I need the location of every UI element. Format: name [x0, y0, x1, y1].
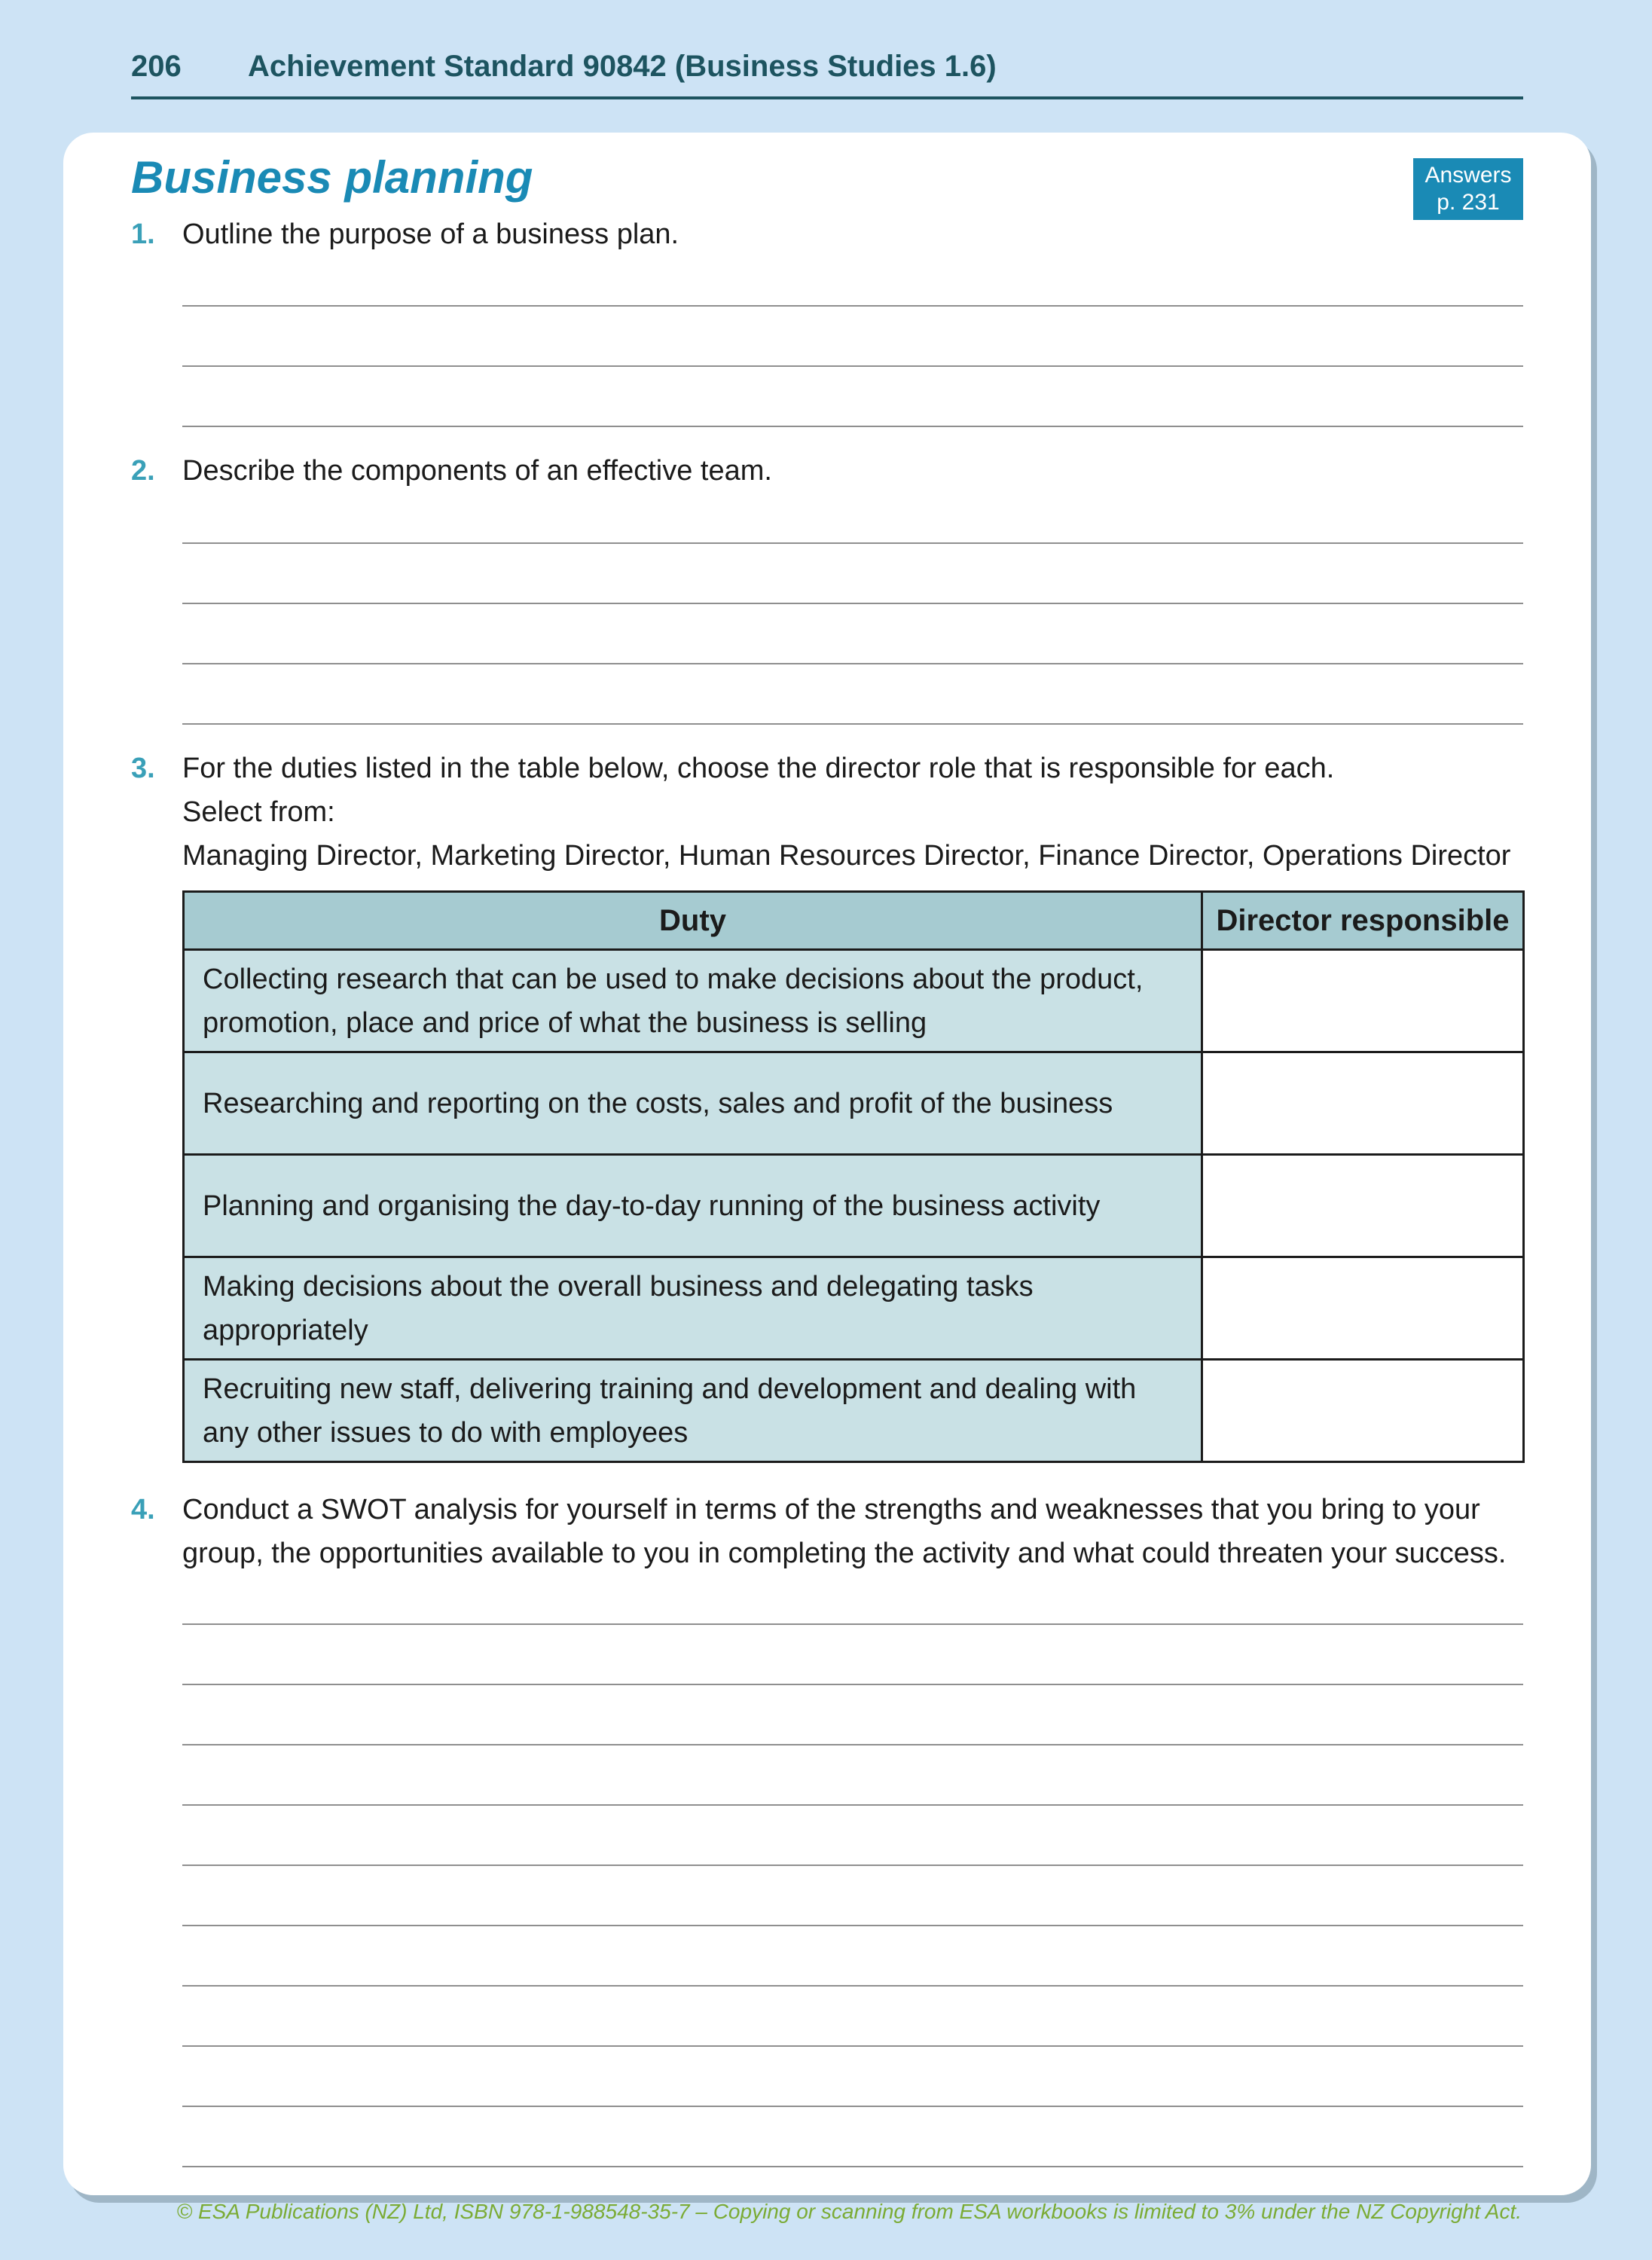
table-row [184, 1257, 1524, 1360]
answers-badge [1413, 158, 1523, 220]
director-answer-cell[interactable] [1202, 1257, 1524, 1360]
copyright-footer: © ESA Publications (NZ) Ltd, ISBN 978-1-988548-35-7 – Copying or scanning from ESA workbooks is limited to 3% under the NZ Copyright Act. [176, 2200, 1522, 2223]
answer-line[interactable] [182, 426, 1523, 427]
table-row [184, 1155, 1524, 1257]
answer-line[interactable] [182, 542, 1523, 544]
director-answer-cell[interactable] [1202, 1155, 1524, 1257]
answer-line[interactable] [182, 1925, 1523, 1926]
table-row [184, 1052, 1524, 1155]
answer-line[interactable] [182, 2166, 1523, 2167]
question-text: For the duties listed in the table below, choose the director role that is responsible for each. [182, 753, 1335, 784]
answers-label: Answers [1425, 163, 1512, 188]
director-column-header: Director responsible [1202, 892, 1524, 950]
table-row [184, 950, 1524, 1052]
question-number: 3. [131, 753, 155, 784]
question-text: Conduct a SWOT analysis for yourself in terms of the strengths and weaknesses that you bring to your group, the opportunities available to you in completing the activity and what could threaten your success. [182, 1494, 1507, 1569]
director-answer-cell[interactable] [1202, 950, 1524, 1052]
question-2 [131, 449, 1525, 493]
duties-table [182, 890, 1525, 1463]
question-4 [131, 1488, 1525, 1575]
answer-line[interactable] [182, 1684, 1523, 1685]
answer-line[interactable] [182, 1804, 1523, 1806]
running-head [131, 36, 1523, 99]
answer-line[interactable] [182, 723, 1523, 725]
answer-line[interactable] [182, 2106, 1523, 2107]
answer-line[interactable] [182, 1744, 1523, 1745]
page-number: 206 [131, 49, 182, 83]
standard-title: Achievement Standard 90842 (Business Studies 1.6) [248, 49, 997, 83]
question-number: 4. [131, 1494, 155, 1526]
answer-line[interactable] [182, 305, 1523, 307]
director-answer-cell[interactable] [1202, 1052, 1524, 1155]
duty-cell: Recruiting new staff, delivering training and development and dealing with any other issues to do with employees [184, 1360, 1202, 1462]
answer-line[interactable] [182, 365, 1523, 367]
answer-line[interactable] [182, 603, 1523, 604]
question-text: Describe the components of an effective team. [182, 455, 772, 487]
director-answer-cell[interactable] [1202, 1360, 1524, 1462]
answer-line[interactable] [182, 1623, 1523, 1625]
duty-cell: Collecting research that can be used to make decisions about the product, promotion, place and price of what the business is selling [184, 950, 1202, 1052]
question-number: 1. [131, 218, 155, 250]
answer-line[interactable] [182, 1985, 1523, 1987]
answer-line[interactable] [182, 2045, 1523, 2047]
director-options: Managing Director, Marketing Director, Human Resources Director, Finance Director, Operations Director [182, 840, 1511, 872]
duty-column-header: Duty [184, 892, 1202, 950]
duty-cell: Planning and organising the day-to-day running of the business activity [184, 1155, 1202, 1257]
table-row [184, 1360, 1524, 1462]
question-number: 2. [131, 455, 155, 487]
answer-line[interactable] [182, 663, 1523, 664]
question-3 [131, 747, 1525, 878]
duty-cell: Researching and reporting on the costs, sales and profit of the business [184, 1052, 1202, 1155]
question-1 [131, 212, 1525, 256]
duty-cell: Making decisions about the overall business and delegating tasks appropriately [184, 1257, 1202, 1360]
answers-page: p. 231 [1437, 190, 1500, 215]
answer-line[interactable] [182, 1864, 1523, 1866]
section-title: Business planning [131, 152, 533, 203]
question-text: Outline the purpose of a business plan. [182, 218, 679, 250]
select-label: Select from: [182, 796, 335, 828]
